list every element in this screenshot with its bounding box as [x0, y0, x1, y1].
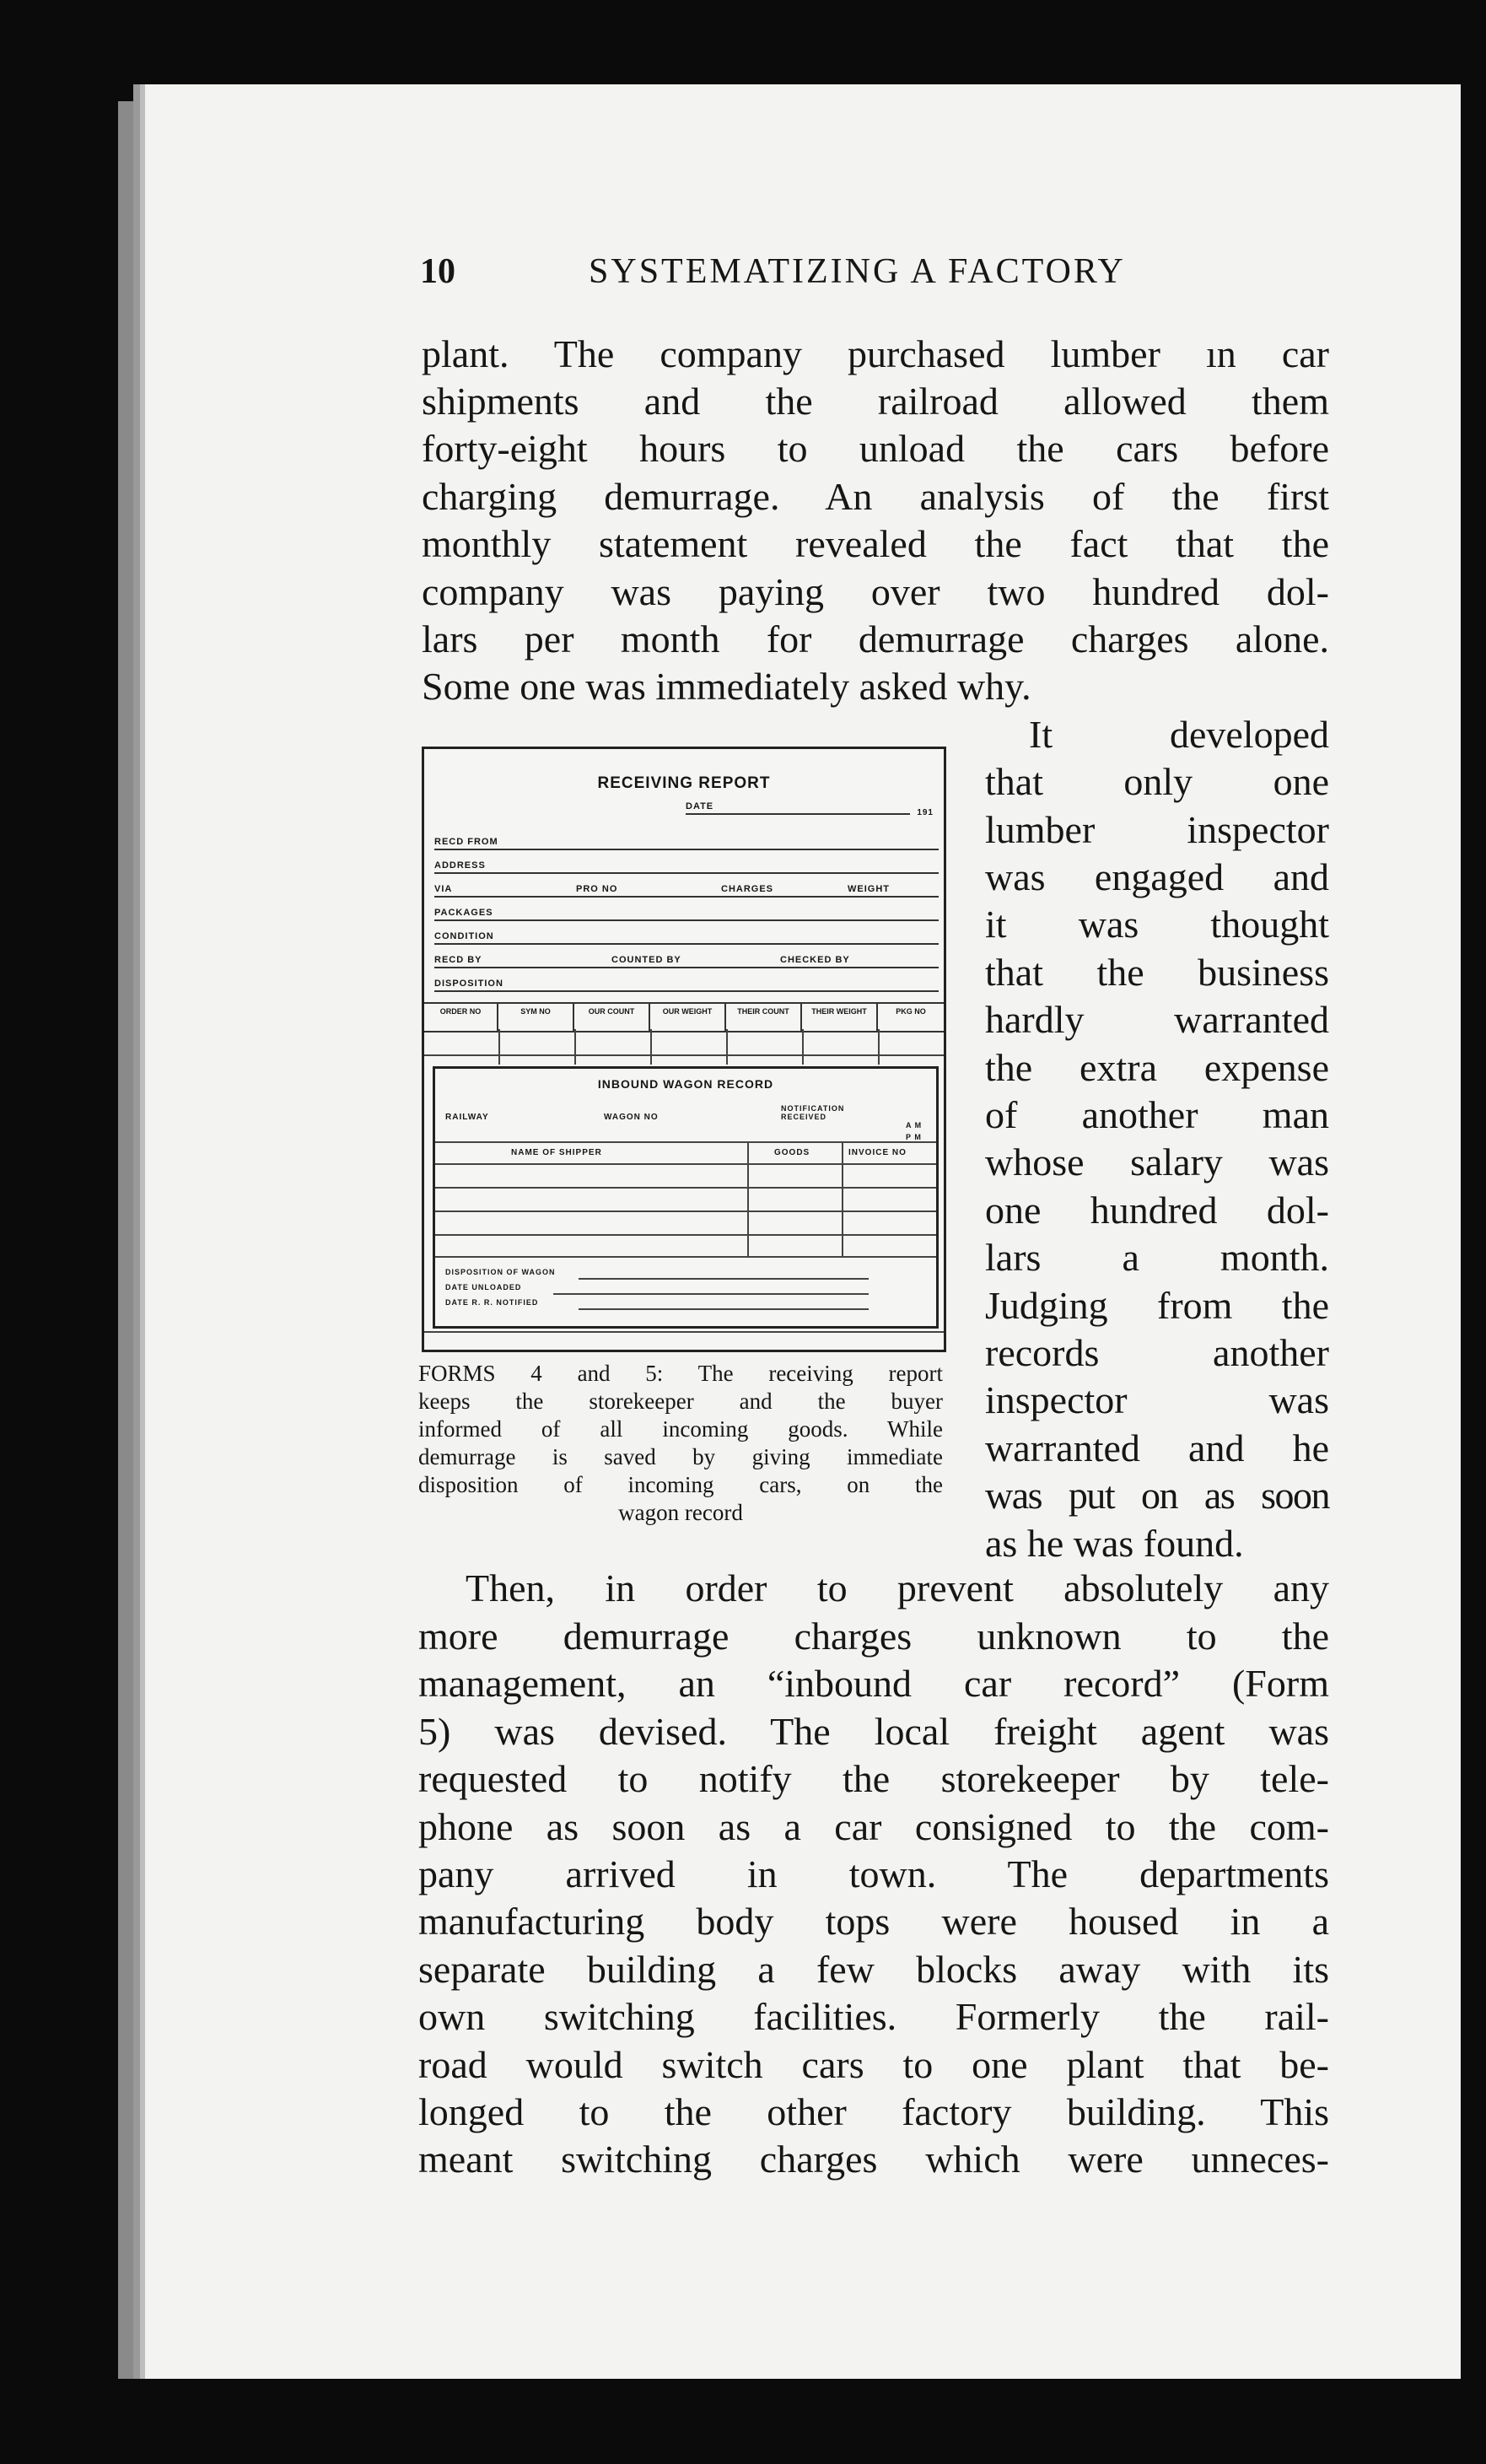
- label-date-rr-notified: DATE R. R. NOTIFIED: [445, 1298, 539, 1307]
- caption-line: wagon record: [618, 1500, 743, 1525]
- running-header: [420, 251, 1331, 302]
- text-line: meant switching charges which were unneces-: [418, 2138, 1329, 2181]
- field-condition: CONDITION: [434, 923, 939, 945]
- caption-line: demurrage is saved by giving immediate: [418, 1444, 943, 1469]
- text-line: manufacturing body tops were housed in a: [418, 1900, 1329, 1943]
- col-order-no: ORDER NO: [424, 1004, 498, 1031]
- col-our-weight: OUR WEIGHT: [650, 1004, 726, 1031]
- page-number: 10: [420, 252, 455, 291]
- col-their-weight: THEIR WEIGHT: [802, 1004, 878, 1031]
- text-line: records another: [985, 1331, 1329, 1374]
- inbound-line: [435, 1234, 936, 1236]
- text-line: more demurrage charges unknown to the: [418, 1615, 1329, 1658]
- text-line: pany arrived in town. The departments: [418, 1852, 1329, 1895]
- text-line: that the business: [985, 951, 1329, 994]
- form-bottom-line: [424, 1331, 944, 1333]
- text-line: own switching facilities. Formerly the rail-: [418, 1995, 1329, 2038]
- col-divider: [574, 1029, 576, 1065]
- text-line: one hundred dol-: [985, 1189, 1329, 1232]
- label-invoice-no: INVOICE NO: [848, 1148, 907, 1157]
- col-divider: [802, 1029, 804, 1065]
- caption-line: keeps the storekeeper and the buyer: [418, 1388, 943, 1414]
- caption-line: disposition of incoming cars, on the: [418, 1472, 943, 1497]
- text-line: road would switch cars to one plant that be-: [418, 2043, 1329, 2086]
- label-pm: P M: [906, 1133, 922, 1141]
- text-line: management, an “inbound car record” (Form: [418, 1662, 1329, 1705]
- label-am: A M: [906, 1121, 923, 1130]
- form-title: RECEIVING REPORT: [597, 774, 771, 792]
- label-railway: RAILWAY: [445, 1113, 489, 1122]
- inbound-wagon-record: [433, 1066, 939, 1329]
- field-recd-from: RECD FROM: [434, 828, 939, 850]
- inbound-title: INBOUND WAGON RECORD: [597, 1077, 774, 1091]
- text-line: Some one was immediately asked why.: [422, 665, 1031, 708]
- text-line: requested to notify the storekeeper by tele-: [418, 1757, 1329, 1800]
- text-line: it was thought: [985, 903, 1329, 946]
- col-divider: [726, 1029, 728, 1065]
- caption-line: informed of all incoming goods. While: [418, 1416, 943, 1442]
- text-line: plant. The company purchased lumber ın car: [422, 332, 1329, 375]
- col-divider: [878, 1029, 880, 1065]
- text-line: whose salary was: [985, 1140, 1329, 1183]
- text-line: hardly warranted: [985, 998, 1329, 1041]
- figure-caption: [418, 1360, 943, 1527]
- label-disposition-of-wagon: DISPOSITION OF WAGON: [445, 1268, 556, 1276]
- text-line: that only one: [985, 760, 1329, 803]
- field-packages: PACKAGES: [434, 899, 939, 921]
- label-name-of-shipper: NAME OF SHIPPER: [511, 1148, 602, 1157]
- text-line: separate building a few blocks away with its: [418, 1948, 1329, 1991]
- text-line: Judging from the: [985, 1284, 1329, 1327]
- label-goods: GOODS: [774, 1148, 810, 1157]
- inbound-line: [435, 1256, 936, 1258]
- text-line: was engaged and: [985, 855, 1329, 898]
- text-line: the extra expense: [985, 1046, 1329, 1089]
- text-line: lars per month for demurrage charges alone.: [422, 617, 1329, 660]
- field-via: VIA PRO NO CHARGES WEIGHT: [434, 876, 939, 898]
- text-line: forty-eight hours to unload the cars before: [422, 427, 1329, 470]
- inbound-line: [553, 1293, 869, 1295]
- text-line: phone as soon as a car consigned to the com-: [418, 1805, 1329, 1848]
- field-recd-by: RECD BY COUNTED BY CHECKED BY: [434, 946, 939, 968]
- field-address: ADDRESS: [434, 852, 939, 874]
- text-line: charging demurrage. An analysis of the first: [422, 475, 1329, 518]
- text-line: lars a month.: [985, 1236, 1329, 1279]
- column-header-row: [424, 1002, 944, 1033]
- text-line: warranted and he: [985, 1426, 1329, 1469]
- inbound-line: [579, 1308, 869, 1310]
- col-divider: [498, 1029, 500, 1065]
- inbound-line: [579, 1278, 869, 1280]
- col-divider: [650, 1029, 652, 1065]
- col-sym-no: SYM NO: [498, 1004, 574, 1031]
- text-line: 5) was devised. The local freight agent was: [418, 1710, 1329, 1753]
- text-line: as he was found.: [985, 1522, 1244, 1565]
- inbound-line: [435, 1187, 936, 1189]
- col-pkg-no: PKG NO: [896, 1007, 926, 1016]
- text-line: lumber inspector: [985, 808, 1329, 851]
- date-suffix: 191: [917, 808, 934, 817]
- running-title: SYSTEMATIZING A FACTORY: [589, 252, 1126, 291]
- text-line: was put on as soon: [985, 1474, 1329, 1517]
- label-date-unloaded: DATE UNLOADED: [445, 1283, 522, 1291]
- caption-line: FORMS 4 and 5: The receiving report: [418, 1361, 943, 1386]
- receiving-report-form: [422, 747, 946, 1352]
- inbound-divider: [747, 1141, 749, 1256]
- label-notification: NOTIFICATION RECEIVED: [781, 1104, 845, 1121]
- col-their-count: THEIR COUNT: [726, 1004, 802, 1031]
- text-line: inspector was: [985, 1378, 1329, 1421]
- inbound-line: [435, 1210, 936, 1212]
- inbound-divider: [842, 1141, 843, 1256]
- inbound-line: [435, 1141, 936, 1143]
- label-wagon-no: WAGON NO: [604, 1113, 659, 1122]
- table-row-line: [424, 1054, 944, 1056]
- field-disposition: DISPOSITION: [434, 970, 939, 992]
- text-line: It developed: [1029, 713, 1329, 756]
- text-line: Then, in order to prevent absolutely any: [466, 1566, 1329, 1609]
- date-line: DATE: [686, 793, 910, 815]
- text-line: of another man: [985, 1093, 1329, 1136]
- text-line: shipments and the railroad allowed them: [422, 380, 1329, 423]
- col-our-count: OUR COUNT: [574, 1004, 650, 1031]
- text-line: longed to the other factory building. This: [418, 2090, 1329, 2133]
- text-line: company was paying over two hundred dol-: [422, 570, 1329, 613]
- inbound-line: [435, 1163, 936, 1165]
- text-line: monthly statement revealed the fact that the: [422, 522, 1329, 565]
